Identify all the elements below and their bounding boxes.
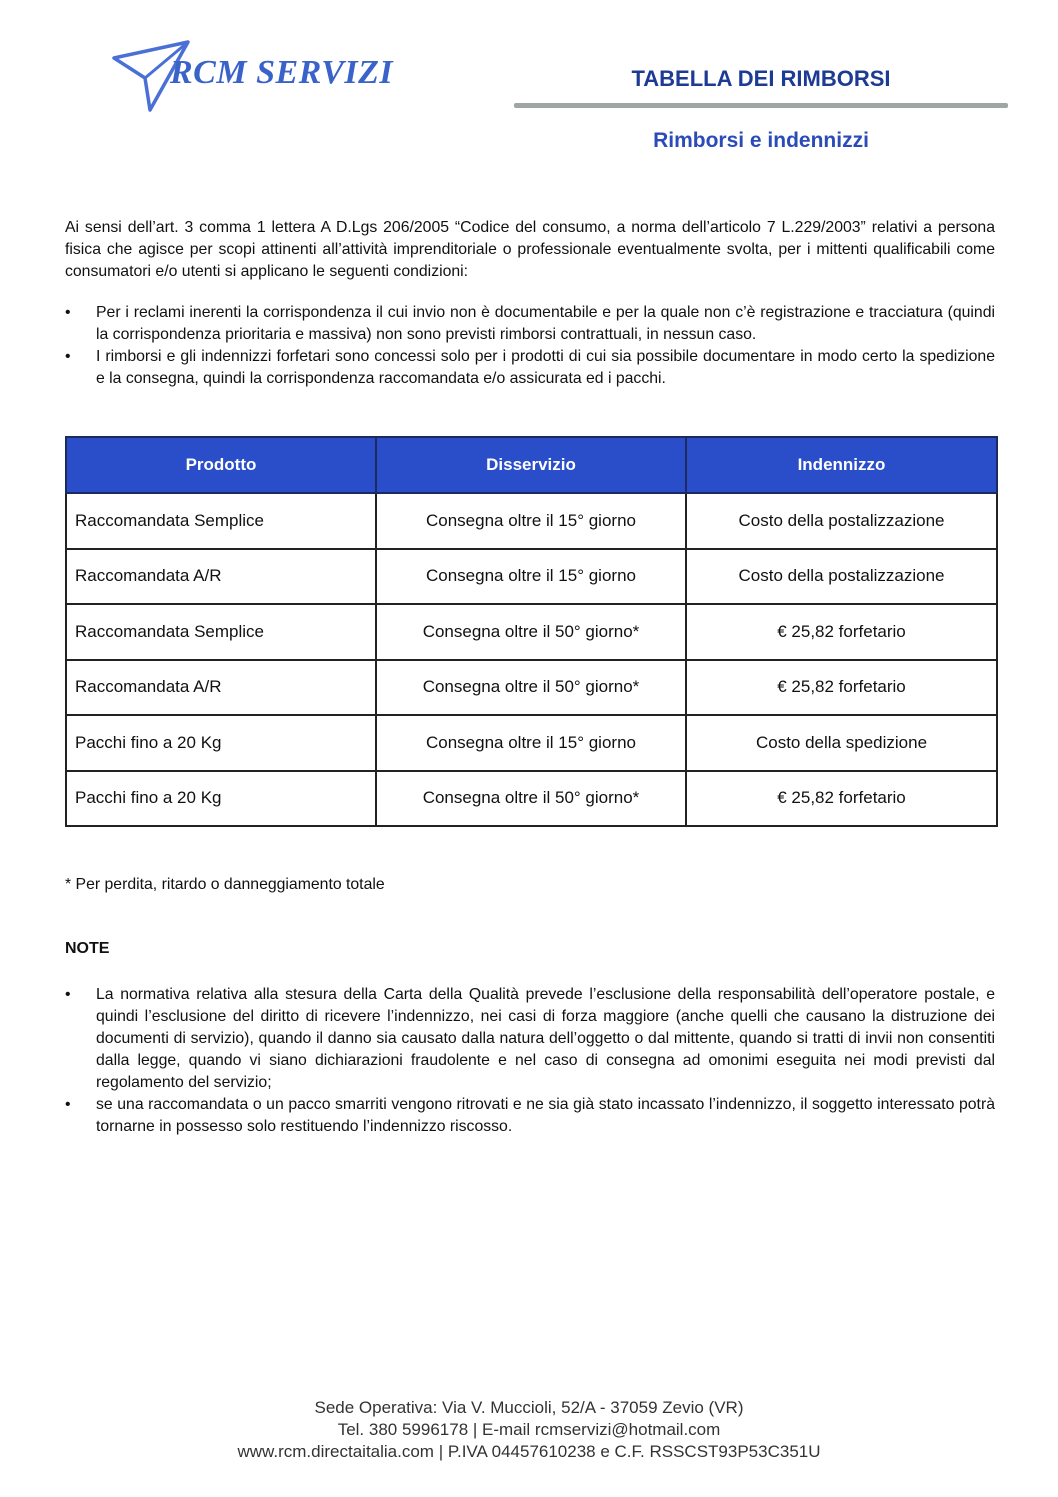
- intro-paragraph: Ai sensi dell’art. 3 comma 1 lettera A D.Lgs 206/2005 “Codice del consumo, a norma dell’articolo 7 L.229/2003” relativi a persona fisica che agisce per scopi attinenti all’attività imprenditoriale o professionale eventualmente svolta, per i mittenti qualificabili come consumatori e/o utenti si applicano le seguenti condizioni:: [65, 219, 995, 280]
- list-item-text: se una raccomandata o un pacco smarriti vengono ritrovati e ne sia già stato incassato l’indennizzo, il soggetto interessato potrà tornarne in possesso solo restituendo l’indennizzo riscosso.: [96, 1096, 995, 1135]
- refunds-table: [65, 436, 998, 827]
- footer-address: Sede Operativa: Via V. Muccioli, 52/A - 37059 Zevio (VR): [314, 1398, 744, 1417]
- bullet-marker: •: [65, 1096, 71, 1113]
- column-header-indennizzo: Indennizzo: [686, 437, 997, 493]
- cell-prodotto: Raccomandata Semplice: [66, 493, 376, 549]
- cell-prodotto: Raccomandata Semplice: [66, 604, 376, 660]
- cell-indennizzo: Costo della postalizzazione: [686, 549, 997, 605]
- table-header-row: [66, 437, 997, 493]
- cell-disservizio: Consegna oltre il 50° giorno*: [376, 771, 686, 827]
- conditions-list: [65, 302, 995, 390]
- cell-disservizio: Consegna oltre il 50° giorno*: [376, 660, 686, 716]
- list-item: [65, 302, 995, 346]
- list-item: [65, 1094, 995, 1138]
- footer-contacts: Tel. 380 5996178 | E-mail rcmservizi@hotmail.com: [337, 1420, 721, 1439]
- cell-disservizio: Consegna oltre il 15° giorno: [376, 493, 686, 549]
- notes-list: [65, 984, 995, 1138]
- cell-disservizio: Consegna oltre il 15° giorno: [376, 715, 686, 771]
- list-item-text: La normativa relativa alla stesura della Carta della Qualità prevede l’esclusione della responsabilità dell’operatore postale, e quindi l’esclusione del diritto di ricevere l’indennizzo, nei casi di forza maggiore (anche quelli che causano la distruzione dei documenti di servizio), quando il danno sia causato dalla natura dell’oggetto o dal mittente, quando si tratti di invii non consentiti dalla legge, quando vi siano dichiarazioni fraudolente e nel caso di consegna ad omonimi eseguita nei modi previsti dal regolamento del servizio;: [96, 986, 995, 1091]
- cell-disservizio: Consegna oltre il 15° giorno: [376, 549, 686, 605]
- list-item-text: Per i reclami inerenti la corrispondenza il cui invio non è documentabile e per la quale non c’è registrazione e tracciatura (quindi la corrispondenza prioritaria e massiva) non sono previsti rimborsi contrattuali, in nessun caso.: [96, 304, 995, 343]
- table-row: [66, 715, 997, 771]
- cell-prodotto: Raccomandata A/R: [66, 660, 376, 716]
- table-row: [66, 549, 997, 605]
- cell-indennizzo: Costo della spedizione: [686, 715, 997, 771]
- table-row: [66, 493, 997, 549]
- cell-indennizzo: € 25,82 forfetario: [686, 771, 997, 827]
- list-item: [65, 346, 995, 390]
- bullet-marker: •: [65, 986, 71, 1003]
- cell-prodotto: Pacchi fino a 20 Kg: [66, 715, 376, 771]
- document-subtitle: Rimborsi e indennizzi: [653, 129, 869, 152]
- cell-indennizzo: € 25,82 forfetario: [686, 604, 997, 660]
- list-item-text: I rimborsi e gli indennizzi forfetari sono concessi solo per i prodotti di cui sia possibile documentare in modo certo la spedizione e la consegna, quindi la corrispondenza raccomandata e/o assicurata ed i pacchi.: [96, 348, 995, 387]
- cell-prodotto: Raccomandata A/R: [66, 549, 376, 605]
- company-logo: [112, 38, 442, 114]
- cell-indennizzo: Costo della postalizzazione: [686, 493, 997, 549]
- logo-text: RCM SERVIZI: [170, 54, 394, 91]
- document-title: TABELLA DEI RIMBORSI: [631, 66, 891, 91]
- notes-heading: NOTE: [65, 940, 110, 957]
- table-row: [66, 604, 997, 660]
- bullet-marker: •: [65, 304, 71, 321]
- cell-prodotto: Pacchi fino a 20 Kg: [66, 771, 376, 827]
- column-header-disservizio: Disservizio: [376, 437, 686, 493]
- cell-disservizio: Consegna oltre il 50° giorno*: [376, 604, 686, 660]
- table-row: [66, 660, 997, 716]
- page-footer: [0, 1397, 1058, 1463]
- list-item: [65, 984, 995, 1094]
- column-header-prodotto: Prodotto: [66, 437, 376, 493]
- table-footnote: * Per perdita, ritardo o danneggiamento totale: [65, 876, 385, 893]
- bullet-marker: •: [65, 348, 71, 365]
- table-row: [66, 771, 997, 827]
- cell-indennizzo: € 25,82 forfetario: [686, 660, 997, 716]
- title-divider: [514, 103, 1008, 108]
- footer-website-vat: www.rcm.directaitalia.com | P.IVA 04457610238 e C.F. RSSCST93P53C351U: [237, 1442, 821, 1461]
